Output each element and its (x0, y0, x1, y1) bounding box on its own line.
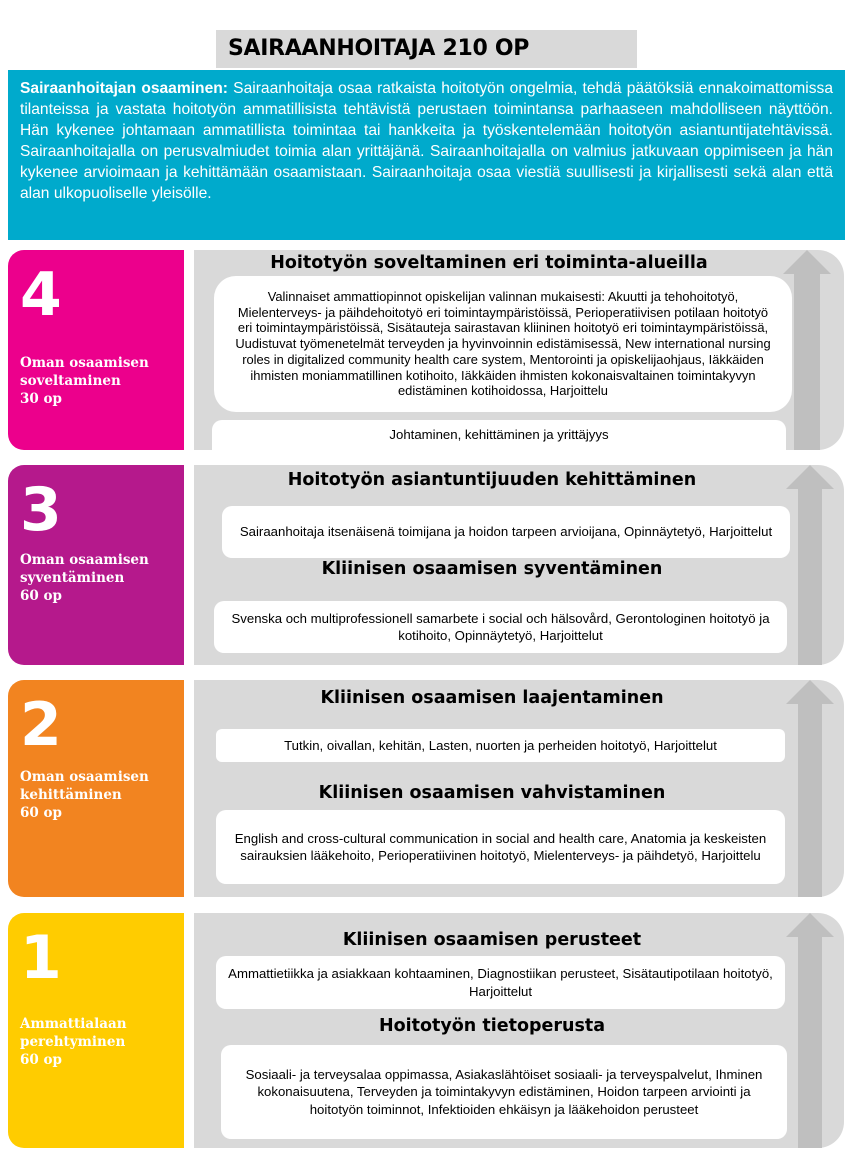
level-4-card-2: Johtaminen, kehittäminen ja yrittäjyys (212, 420, 786, 450)
level-2-label: Oman osaamisen kehittäminen 60 op (20, 769, 149, 821)
level-1-panel (194, 913, 844, 1148)
level-2-number: 2 (20, 690, 62, 760)
level-1-card-2: Sosiaali- ja terveysalaa oppimassa, Asiakaslähtöiset sosiaali- ja terveyspalvelut, Ihminen kokonaisuutena, Terveyden ja toimintakyvyn edistäminen, Hoidon tarpeen arviointi ja hoitotyön toiminnot, Infektioiden ehkäisyn ja lääkehoidon perusteet (221, 1045, 787, 1139)
level-3-card-1: Sairaanhoitaja itsenäisenä toimijana ja hoidon tarpeen arvioijana, Opinnäytetyö, Harjoittelut (222, 506, 790, 558)
level-2-card-1: Tutkin, oivallan, kehitän, Lasten, nuorten ja perheiden hoitotyö, Harjoittelut (216, 729, 785, 762)
level-3-panel (194, 465, 844, 665)
level-4-number: 4 (20, 260, 62, 330)
competence-summary-label: Sairaanhoitajan osaaminen: (20, 80, 228, 97)
level-3-heading-2: Kliinisen osaamisen syventäminen (321, 559, 663, 579)
level-2-tile (8, 680, 184, 897)
level-1-tile (8, 913, 184, 1148)
level-2-heading-2: Kliinisen osaamisen vahvistaminen (318, 783, 666, 803)
level-1-label: Ammattialaan perehtyminen 60 op (20, 1016, 127, 1068)
level-1-number: 1 (20, 923, 62, 993)
level-3-label: Oman osaamisen syventäminen 60 op (20, 552, 149, 604)
page-title: SAIRAANHOITAJA 210 OP (228, 36, 530, 61)
page-title-box (216, 30, 637, 68)
level-2-card-2: English and cross-cultural communication in social and health care, Anatomia ja keskeisten sairauksien lääkehoito, Perioperatiivinen hoitotyö, Mielenterveys- ja päihdetyö, Harjoittelu (216, 810, 785, 884)
level-4-tile (8, 250, 184, 450)
level-1-card-1: Ammattietiikka ja asiakkaan kohtaaminen, Diagnostiikan perusteet, Sisätautipotilaan hoitotyö, Harjoittelut (216, 956, 785, 1009)
level-3-card-2: Svenska och multiprofessionell samarbete i social och hälsovård, Gerontologinen hoitotyö ja kotihoito, Opinnäytetyö, Harjoittelut (214, 601, 787, 653)
level-4-label: Oman osaamisen soveltaminen 30 op (20, 355, 149, 407)
level-3-number: 3 (20, 475, 62, 545)
level-4-heading-1: Hoitotyön soveltaminen eri toiminta-alueilla (270, 253, 708, 273)
level-4-panel (194, 250, 844, 450)
level-4-card-1: Valinnaiset ammattiopinnot opiskelijan valinnan mukaisesti: Akuutti ja tehohoitotyö, Mielenterveys- ja päihdehoitotyö eri toimintaympäristöissä, Perioperatiivisen potilaan hoitotyö eri toimintaympäristöissä, Sisätauteja sairastavan kliininen hoitotyö eri toimintaympäristöissä, Uudistuvat työmenetelmät terveyden ja hyvinvoinnin edistämisessä, New international nursing roles in digitalized community health care system, Mentorointi ja opiskelijaohjaus, Iäkkäiden ihmisten moniammatillinen kotihoito, Iäkkäiden ihmisten kokonaisvaltainen toimintakyvyn edistäminen kotihoidossa, Harjoittelu (214, 276, 792, 412)
competence-summary (8, 70, 845, 240)
competence-summary-text: Sairaanhoitaja osaa ratkaista hoitotyön ongelmia, tehdä päätöksiä ennakoimattomissa tilanteissa ja vastata hoitotyön ammatillisista tehtävistä perustaen toimintansa parhaaseen mahdolliseen näyttöön. Hän kykenee johtamaan ammatillista toimintaa tai hankkeita ja työskentelemään hoitotyön asiantuntijatehtävissä. Sairaanhoitajalla on perusvalmiudet toimia alan yrittäjänä. Sairaanhoitajalla on valmius jatkuvaan oppimiseen ja hän kykenee arvioimaan ja kehittämään osaamistaan. Sairaanhoitaja osaa viestiä suullisesti ja kirjallisesti sekä alan että alan ulkopuoliselle yleisölle. (20, 80, 833, 202)
level-3-tile (8, 465, 184, 665)
level-1-heading-2: Hoitotyön tietoperusta (378, 1016, 606, 1036)
level-3-heading-1: Hoitotyön asiantuntijuuden kehittäminen (287, 470, 697, 490)
level-2-heading-1: Kliinisen osaamisen laajentaminen (320, 688, 664, 708)
level-2-panel (194, 680, 844, 897)
level-1-heading-1: Kliinisen osaamisen perusteet (342, 930, 642, 950)
